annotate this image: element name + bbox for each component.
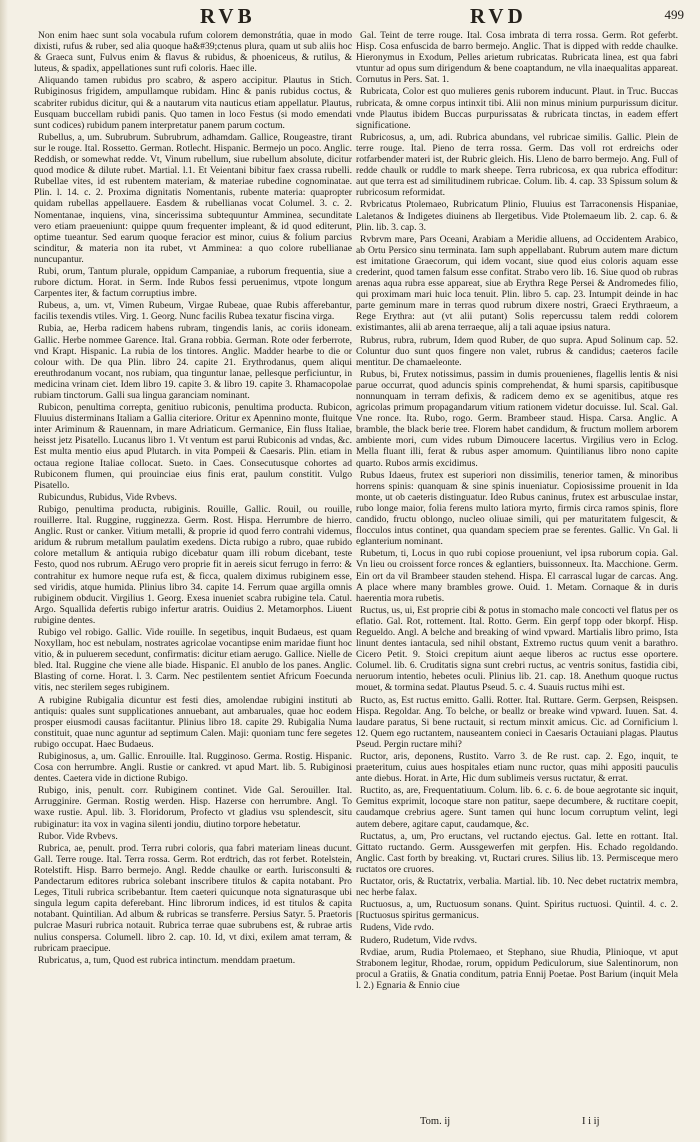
dictionary-entry: Rudero, Rudetum, Vide rvdvs. (360, 934, 478, 946)
dictionary-entry: Rvdiae, arum, Rudia Ptolemaeo, et Stephano, siue Rhudia, Plinioque, vt aput Strabonem legitur, Rhodae, rorum, oppidum Pediculorum, siue Salentinorum, non procul a Gratiis, & Gnatia conditum, patria Ennij Poetae. Post Barium (inquit Mela l. 2.) Egnaria & Ennio ciue (356, 946, 678, 991)
dictionary-entry: Aliquando tamen rubidus pro scabro, & aspero accipitur. Plautus in Stich. Rubiginosus frigidem, ampullamque rubidam. Hinc & panis rubidus coctus, & scabriter rubidus dicitur, qui & a nautarum vita nauticus etiam appellatur. Plautus, Eusquam buccellam rubidi panis. Quo tamen in loco Festus (si modo emendati sunt codices) rubidum panem interpretatur panem parum coctum. (34, 75, 352, 131)
dictionary-entry: Ructator, oris, & Ructatrix, verbalia. Martial. lib. 10. Nec debet ructatrix membra, nec herbe falax. (356, 876, 678, 899)
dictionary-entry: Rubus, bi, Frutex notissimus, passim in dumis prouenienes, flagellis lentis & nisi parue occurrat, quod aduncis spinis comprehendat, & humi sparsis, capitibusque nonnunquam in terram defixis, & radicem demo ex se agenitibus, atque res agricolas primum propagandarum vitium rationem videtur docuisse. Iul. Scal. Gal. Vne ronce. Ita. Rubo, rogo. Germ. Brambeer staud. Hispa. Carsa. Anglic. A bramble, the black berie tree. Florem habet candidum, & fructum mollem arborem ambiente mori, cum vides rubum Dimoucere lacertus. Virgilius vero in Eclog. Mella fluant illi, ferat & rubus asper amomum. Quintilianus libro nono capite quarto. Rubos armis excidimus. (356, 368, 678, 469)
signature-mark: Tom. ij (420, 1116, 451, 1127)
dictionary-entry: Ructito, as, are, Frequentatiuum. Colum. lib. 6. c. 6. de boue aegrotante sic inquit, Gemitus exprimit, locoque stare non patitur, saepe decumbere, & ructitare coepit, caudamque crebrius agere. Sunt tamen qui hunc locum corruptum velint, legi autem debere, agitare caput, caudamque, &c. (356, 785, 678, 830)
page-number: 499 (664, 7, 684, 22)
dictionary-entry: Rubetum, ti, Locus in quo rubi copiose proueniunt, vel ipsa ruborum copia. Gal. Vn lieu ou croissent force ronces & eglantiers, buissonneux. Ita. Macchione. Germ. Ein ort da vil Brambeer stauden stehend. Hispa. El carrascal lugar de carcas. Ang. A place where many brambles growe. Ouid. 1. Metam. Cornaque & in duris haerentia mora rubetis. (356, 548, 678, 604)
dictionary-entry: Rubigo, inis, penult. corr. Rubiginem continet. Vide Gal. Serouiller. Ital. Arrugginire. German. Rostig werden. Hisp. Hazerse con herrumbre. Angl. To waxe rustie. Apul. lib. 3. Floridorum, Profecto vt gladius vsu splendescit, situ rubiginatur: ita vox in vagina silenti jondiu, diutino torpore hebetatur. (34, 785, 352, 830)
dictionary-entry: Rubrica, ae, penult. prod. Terra rubri coloris, qua fabri materiam lineas ducunt. Gall. Terre rouge. Ital. Terra rossa. Germ. Rot erdtrich, das rot ferbet. Rotelstein, Rotelstift. Hisp. Barro bermejo. Angl. Redde chaulke or earth. Iurisconsulti & Pandectarum editores rubrica solebant inscribere titulos & capita notabant. Pro Leges, Tituli rubrica scribebantur. Item caeteri quicunque nota signaturasque ubi singula legum capita deferebant. Hinc librorum indices, id est titulos & capita notabant. Quintilian. Ad album & rubricas se transferre. Persius Satyr. 5. Praetoris pulcrae Masuri rubrica notauit. Rubrica terrae quae subrubens est, & rubrae artis nulius conspersa. Columell. libro 2. cap. 10. Id, vt dixi, exilem amat terram, & rubricam praecipue. (34, 842, 352, 954)
dictionary-entry: Rubus Idaeus, frutex est superiori non dissimilis, tenerior tamen, & minoribus horrens spinis: quanquam & sine spinis inueniatur. Copiosissime prouenit in Ida monte, ut ob caeteris distinguatur. Ideo Rubus caninus, frutex est arbusculae instar, rubo longe maior, folia ferens multo latiora myrto, firmis circa ramos spinis, flore candido, fructu oblongo, nucleo oliuae simili, qui per maturitatem fulgescit, & flocculos intus continet, qua quandam speciem prae se ferentes. Gallic. Vn Gal. li eglanterium nominant. (356, 469, 678, 548)
dictionary-entry: Rubor. Vide Rvbevs. (38, 830, 118, 842)
dictionary-entry: Rubellus, a, um. Subrubrum. Subrubrum, adhamdam. Gallice, Rougeastre, tirant sur le rouge. Ital. Rossetto. German. Rotlecht. Hispanic. Bermejo un poco. Anglic. Reddish, or somewhat redde. Vt, Vinum rubellum, siue rubellum absolute, dicitur quod modice & dilute rubet. Martial. l.1. Et Veientani bibitur faex crassa rubelli. Rubellae vites, id est rubentem materiam, & materiae rubedine cognominatae. Plin. l. 14. c. 2. Proxima dignitatis Nomentanis, rubente materia: quapropter quidam rubellas appellauere. Easdem & rubellianas vocat Columel. 3. c. 2. Nomentanae, inquiens, vina, sincerissima subtequuntur Amminea, secunditate vero etiam praeueniunt: quippe quum frequenter impleant, & id quod editerunt, optime tueantur. Sed earum quoque feracior est minor, cuius & folium parcius scinditur, & materia non ita rubet, vt Amminea: a quo colore rubellianae nuncupantur. (34, 131, 352, 265)
dictionary-entry: Gal. Teint de terre rouge. Ital. Cosa imbrata di terra rossa. Germ. Rot geferbt. Hisp. Cosa enfuscida de barro bermejo. Anglic. That is dipped with redde chaulke. Hieronymus in Exodum, Pelles arietum rubricatas. Rubricata linea, est qua fabri vtuntur ad opus sum dirigendum & bene coaptandum, ne vlla inaequalitas appareat. Cornutus in Pers. Sat. 1. (356, 30, 678, 86)
dictionary-entry: A rubigine Rubigalia dicuntur est festi dies, amolendae rubigini instituti ab antiquis: quales sunt supplicationes annuebant, aut ambaruales, quae hoc eodem prosper eiusmodi causas faciitantur. Plinius libro 18. capite 29. Rubigalia Numa constituit, quae nunc aguntur ad septimum Calen. Maji: quoniam tunc fere segetes rubigo occupat. Haec Budaeus. (34, 694, 352, 750)
dictionary-entry: Rubricata, Color est quo mulieres genis ruborem inducunt. Plaut. in Truc. Buccas rubricata, & omne corpus intinxit tibi. Alii non minus minium purpurissum dicitur. vnde Plautus ibidem Buccas purpurissatas & rubricata tinctas, in eadem effert significatione. (356, 86, 678, 131)
running-head-right: RVD (470, 4, 527, 28)
dictionary-entry: Rubicundus, Rubidus, Vide Rvbevs. (38, 491, 177, 503)
dictionary-entry: Rubia, ae, Herba radicem habens rubram, tingendis lanis, ac coriis idoneam. Gallic. Herbe nommee Garence. Ital. Grana robbia. German. Rote oder ferberrote, vnd Krapt. Hispanic. La rubia de los tintores. Anglic. Madder hearbe to die or colour with. De qua Plin. libro 24. capite 21. Erythrodanus, quem aliqui ereuthrodanum vocant, nos rubiam, qua tinguntur lanae, pellesque perficiuntur, in medicina vrinam ciet. Idem libro 19. capite 3. & libro 19. capite 3. Rhamacopolae rubiam tinctorum. Galli sua lingua garanciam nominant. (34, 323, 352, 401)
dictionary-entry: Rubigo vel robigo. Gallic. Vide rouille. In segetibus, inquit Budaeus, est quam Noxyllam, hoc est nebulam, nostrates agricolae vocantipse enim maridae fiunt hoc vitio, & in puluerem secedunt, confirmatis: dicitur etiam aerugo. Gallice. Nielle de bled. Ital. Ruggine che viene alle biade. Hispanic. El anublo de los panes. Anglic. Blasting of corne. Horat. l. 3. Carm. Nec pestilentem sentiet Africum Foecunda vitis, nec sterilem seges rubiginem. (34, 626, 352, 694)
dictionary-entry: Ructus, us, ui, Est proprie cibi & potus in stomacho male concocti vel flatus per os eflatio. Gal. Rot, rottement. Ital. Rotto. Germ. Ein gerpf topp oder bkorpf. Hisp. Regueldo. Angl. A belche and breaking of wind vpward. Martialis libro primo, Ista linunt dentes iantacula, sed nihil obstant, Extremo ructus quum venit a barathro. Cicero Petit. 9. Stoici crepitum aiunt aeque liberos ac ructus esse oportere. Columel. lib. 6. Cruditatis signa sunt crebri ructus, ac ventris sonitus, fastidia cibi, neruorum intentio, hebetes oculi. Plinius lib. 21. cap. 18. Anethum quoque ructus mouet, & tormina sedat. Plautus Pseud. 5. c. 4. Suauis ructus mihi est. (356, 604, 678, 694)
dictionary-entry: Rubricosus, a, um, adi. Rubrica abundans, vel rubricae similis. Gallic. Plein de terre rouge. Ital. Pieno de terra rossa. Germ. Das voll rot erdreichs oder rotfarbender materi ist, der Rubric gleich. His. Lleno de barro bermejo. Ang. Full of redde chaulk or ruddle to mark sheepe. Terra rubricosa, ex qua rubrica effoditur: aut que terra est ad similitudinem rubricae. Colum. lib. 4. cap. 33 Spissum solum & rubricosum reformidat. (356, 131, 678, 199)
dictionary-entry: Rubicon, penultima correpta, genitiuo rubiconis, penultima producta. Rubicon, Fluuius disterminans Italiam a Gallia citeriore. Oritur ex Apennino monte, fluitque inter Ariminum & Rauennam, in mare Adriaticum. Germanice, Ein fluss Italiae, heisst jetz Pisatello. Lucanus libro 1. Vt ventum est parui Rubiconis ad vndas, &c. Est multa mentio eius apud Plutarch. in vita Pompeii & Caesaris. Plin. etiam in octaua regione Italiae collocat. Sueto. in Caes. Consecutusque cohortes ad Rubiconem flumen, qui prouinciae eius finis erat, paulum constitit. Vulgo Pisatello. (34, 402, 352, 491)
page-spine-shadow (0, 0, 8, 1142)
dictionary-entry: Ructuosus, a, um, Ructuosum sonans. Quint. Spiritus ructuosi. Quintil. 4. c. 2. [Ructuosus spiritus germanicus. (356, 899, 678, 922)
dictionary-entry: Rudens, Vide rvdo. (360, 922, 434, 934)
dictionary-entry: Ructo, as, Est ructus emitto. Galli. Rotter. Ital. Ruttare. Germ. Gerpsen, Reispsen. Hispa. Regoldar. Ang. To belche, or beallz or breake wind vpward. Iuuen. Sat. 4. laudare paratus, Si bene ructauit, si rectum minxit amicus. Cic. ad Cornificium l. 12. Quem ego ructantem, nauseantem conieci in Caesaris Octauiani plagas. Plautus Pseud. Pergin ructare mihi? (356, 694, 678, 750)
dictionary-entry: Rubricatus, a, tum, Quod est rubrica intinctum. menddam praetum. (38, 954, 296, 966)
left-column (34, 30, 352, 1115)
running-head-left: RVB (200, 4, 256, 28)
dictionary-entry: Ructatus, a, um, Pro eructans, vel ructando ejectus. Gal. Iette en rottant. Ital. Gittato ructando. Germ. Aussgewerfen mit gerpfen. His. Echado regoldando. Anglic. Cast forth by breaking. vt, Ructari crures. Silius lib. 13. Permisceque mero ructatos ore cruores. (356, 830, 678, 875)
dictionary-entry: Ructor, aris, deponens, Rustito. Varro 3. de Re rust. cap. 2. Ego, inquit, te praeteritum, cuius aues hospitales etiam nunc ructor, quas mihi appositi pauculis ante diebus. Horat. in Arte, Hic dum sublimeis versus ructatur, & errat. (356, 751, 678, 785)
dictionary-entry: Rvbricatus Ptolemaeo, Rubricatum Plinio, Fluuius est Tarraconensis Hispaniae, Laletanos & Indigetes diuinens ab Ilergetibus. Vide Ptolemaeum lib. 2. cap. 6. & Plin. lib. 3. cap. 3. (356, 199, 678, 233)
dictionary-entry: Non enim haec sunt sola vocabula rufum colorem demonstrátia, quae in modo dixisti, rufus & ruber, sed alia quoque ha&#39;ctenus plura, quam ut sub aliis hoc & Graeca sunt, Fulvus enim & flavus & rubidus, & phoeniceus, & rutilus, & luteus, & spadix, appellationes sunt rufi coloris. Haec ille. (34, 30, 352, 75)
dictionary-entry: Rubeus, a, um. vt, Vimen Rubeum, Virgae Rubeae, quae Rubis afferebantur, facilis texendis vtiles. Virg. 1. Georg. Nunc facilis Rubea texatur fiscina virga. (34, 300, 352, 323)
dictionary-entry: Rubigo, penultima producta, rubiginis. Rouille, Gallic. Rouil, ou rouille, rouillerre. Ital. Ruggine, rugginezza. Germ. Rost. Hispa. Herrumbre de hierro. Anglic. Rust or canker. Vitium metalli, & proprie id quod ferro contrahi videmus, aridum & rubrum metallum paulatim exedens. Dicta rubigo a rubro, quae rubido colore metallum & antiquia rubigo dicebatur quam illi robum dicebant, teste Festo, quod nos rubrum. AErugo vero proprie fit in aereis sicut ferrugo in ferro: & contrahitur ex humore neque rufa est, & ficca, qualem diximus rubiginem esse, sed viridis, atque humida. Plinius libro 34. capite 14. Ferrum quae argilla omnis rubiginem obducit. Virgilius 1. Georg. Exesa inueniet scabra rubigine tela. Catul. Argo. Squallida defertis rubigo infertur aratris. Ouidius 2. Metamorphos. Liuent rubigine dentes. (34, 503, 352, 626)
catchword: I i ij (582, 1116, 600, 1127)
dictionary-entry: Rubrus, rubra, rubrum, Idem quod Ruber, de quo supra. Apud Solinum cap. 52. Coluntur duo sunt quos fingere non valet, rubrus & candidus; caeteros facile mentitur. De chamaeleonte. (356, 334, 678, 368)
dictionary-entry: Rubiginosus, a, um. Gallic. Enrouille. Ital. Rugginoso. Germa. Rostig. Hispanic. Cosa con herrumbre. Angli. Rustie or cankred. vt apud Mart. lib. 5. Rubiginosi dentes. Caetera vide in dictione Rubigo. (34, 751, 352, 785)
right-column (356, 30, 678, 1115)
dictionary-entry: Rvbrvm mare, Pars Oceani, Arabiam a Meridie alluens, ad Occidentem Arabico, ab Ortu Persico sinu terminata. Iam suph appellabant. Rubrum autem mare dictum est imitatione Graecorum, qui idem vocant, siue quod eius coloris aquam esse crederint, quod tamen falsum esse confitat. Strabo vero lib. 16. Siue quod ob rubras arenas aqua rubra esse appareat, siue ab Erythra Rege Persei & Andromedes filio, qui proximam mari huic loca tenuit. Plin. libro 5. cap. 23. Intumpit deinde in hac parte geminum mare in terras quod rubrum dixere nostri, Graeci Erythraeum, a Rege Erythra: aut (vt alii putant) Solis repercussu talem reddi colorem existimantes, alii ab arena terraeque, alij a tali aquae ipsius natura. (356, 233, 678, 334)
dictionary-entry: Rubi, orum, Tantum plurale, oppidum Campaniae, a ruborum frequentia, siue a rubore dictum. Horat. in Serm. Inde Rubos fessi peruenimus, vtpote longum Carpentes iter, & factum corruptius imbre. (34, 265, 352, 300)
